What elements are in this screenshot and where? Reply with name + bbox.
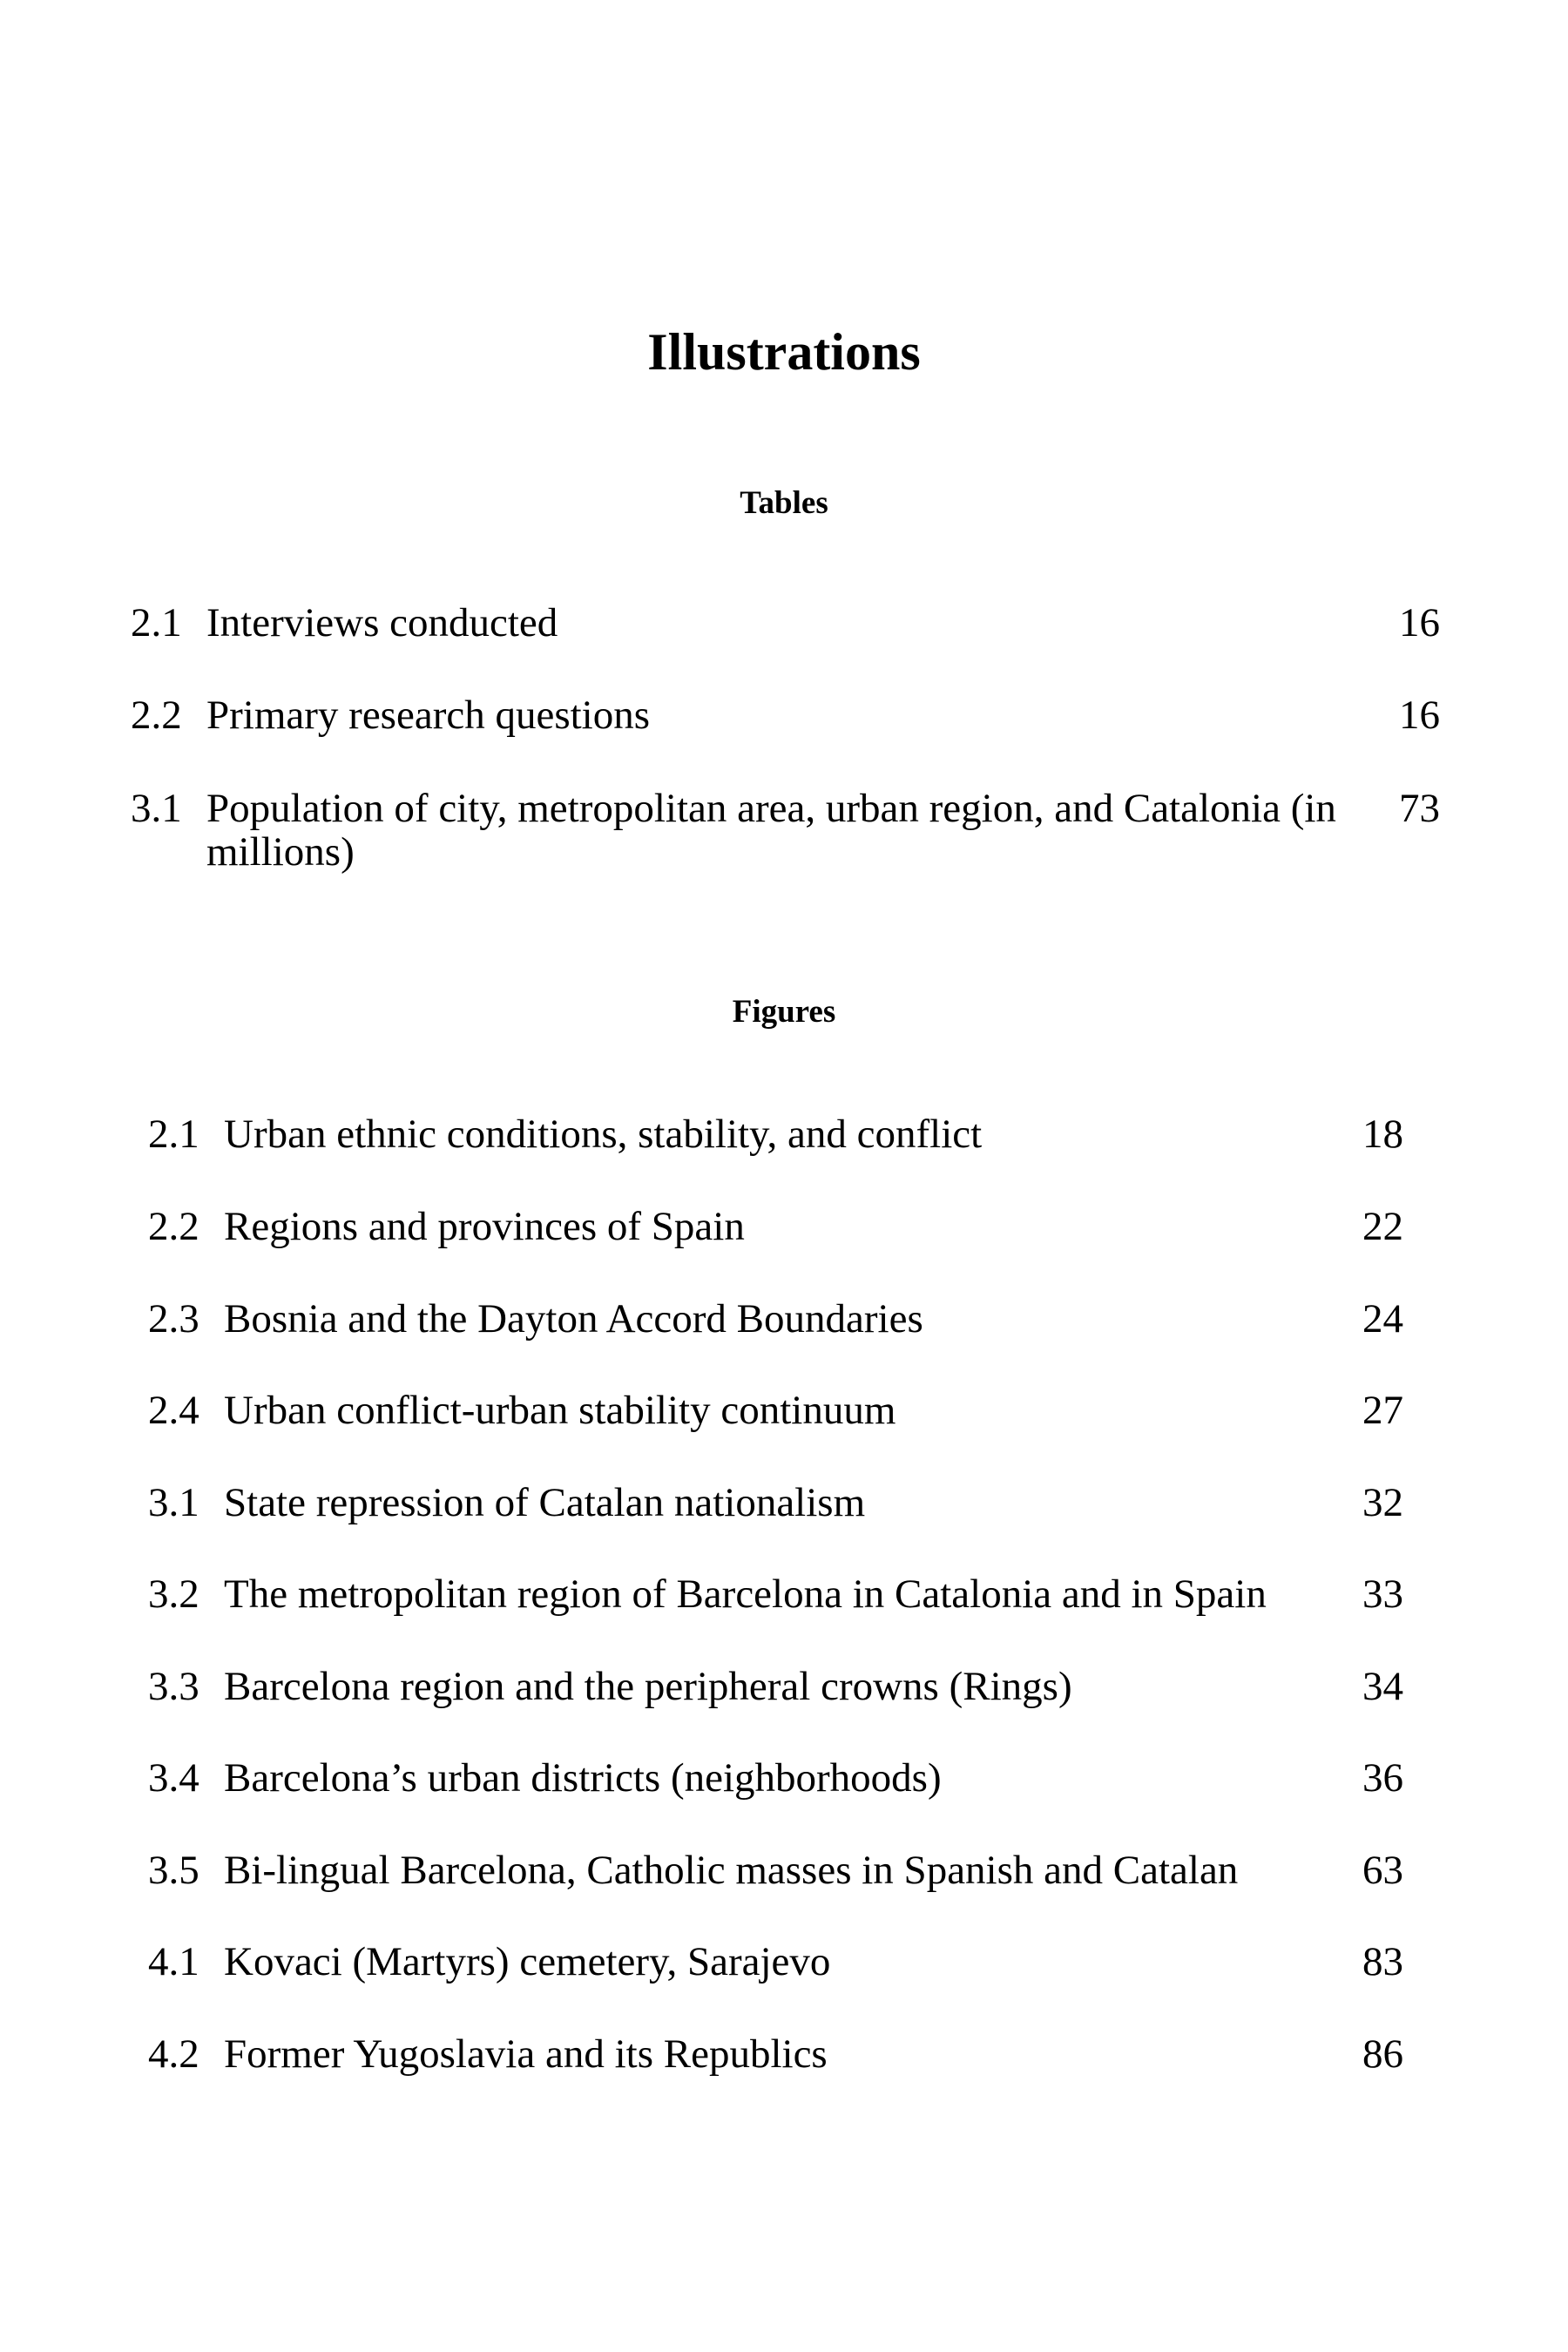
figure-page-number: 22 [1362, 1204, 1403, 1249]
figure-label: Regions and provinces of Spain [224, 1204, 745, 1249]
figure-number: 4.1 [148, 1939, 199, 1984]
figure-page-number: 27 [1362, 1388, 1403, 1433]
table-label: Population of city, metropolitan area, urban region, and Catalonia (in millions) [206, 786, 1336, 875]
table-number: 3.1 [131, 786, 182, 831]
figure-number: 2.3 [148, 1296, 199, 1342]
figures-heading: Figures [732, 994, 836, 1030]
table-page-number: 16 [1399, 693, 1440, 738]
table-page-number: 16 [1399, 600, 1440, 645]
tables-heading: Tables [740, 485, 828, 521]
figure-number: 4.2 [148, 2031, 199, 2077]
figure-label: Urban ethnic conditions, stability, and conflict [224, 1112, 983, 1157]
figure-label: Former Yugoslavia and its Republics [224, 2031, 828, 2077]
figure-label: Barcelona region and the peripheral crowns (Rings) [224, 1664, 1072, 1709]
figure-label: State repression of Catalan nationalism [224, 1480, 866, 1525]
figure-page-number: 36 [1362, 1755, 1403, 1801]
figure-number: 3.1 [148, 1480, 199, 1525]
figure-page-number: 86 [1362, 2031, 1403, 2077]
figure-label: Kovaci (Martyrs) cemetery, Sarajevo [224, 1939, 831, 1984]
figure-label: Bosnia and the Dayton Accord Boundaries [224, 1296, 923, 1342]
figure-number: 2.2 [148, 1204, 199, 1249]
table-number: 2.1 [131, 600, 182, 645]
table-label: Primary research questions [206, 693, 651, 738]
table-label: Interviews conducted [206, 600, 558, 645]
figure-number: 3.4 [148, 1755, 199, 1801]
page-title: Illustrations [647, 323, 921, 381]
figure-page-number: 32 [1362, 1480, 1403, 1525]
figure-label: Barcelona’s urban districts (neighborhoods) [224, 1755, 942, 1801]
figure-label: Bi-lingual Barcelona, Catholic masses in Spanish and Catalan [224, 1848, 1239, 1893]
figure-number: 3.5 [148, 1848, 199, 1893]
table-number: 2.2 [131, 693, 182, 738]
figure-page-number: 33 [1362, 1571, 1403, 1617]
figure-page-number: 83 [1362, 1939, 1403, 1984]
figure-number: 2.1 [148, 1112, 199, 1157]
figure-page-number: 18 [1362, 1112, 1403, 1157]
figure-page-number: 24 [1362, 1296, 1403, 1342]
figure-label: Urban conflict-urban stability continuum [224, 1388, 896, 1433]
table-page-number: 73 [1399, 786, 1440, 831]
figure-page-number: 34 [1362, 1664, 1403, 1709]
figure-number: 3.3 [148, 1664, 199, 1709]
figure-page-number: 63 [1362, 1848, 1403, 1893]
figure-number: 2.4 [148, 1388, 199, 1433]
figure-label: The metropolitan region of Barcelona in Catalonia and in Spain [224, 1571, 1267, 1617]
figure-number: 3.2 [148, 1571, 199, 1617]
